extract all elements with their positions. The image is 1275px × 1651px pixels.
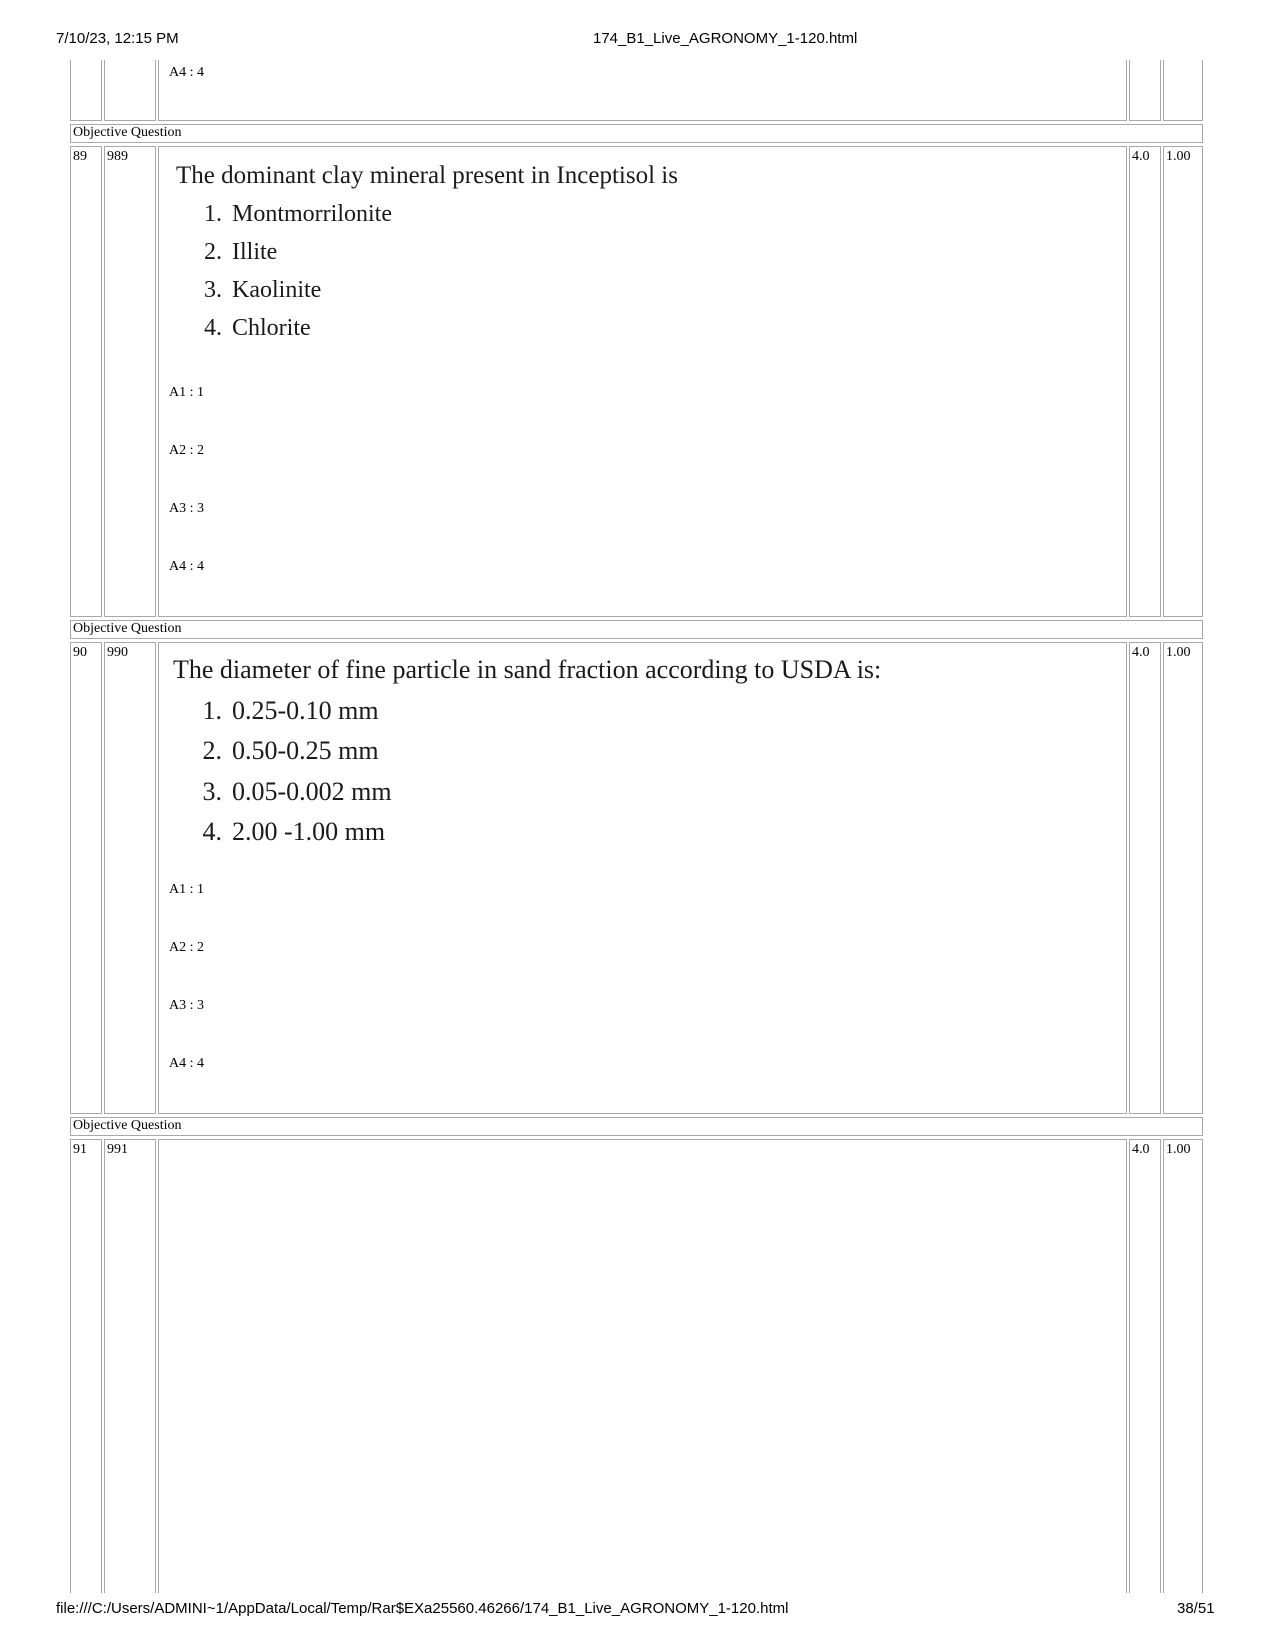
- sno-cell: [70, 1139, 102, 1593]
- question-sno: 90: [73, 645, 87, 660]
- section-label: Objective Question: [73, 1118, 182, 1133]
- option-item: 1. 0.25-0.10 mm: [202, 696, 379, 725]
- page-number: 38/51: [1177, 1600, 1215, 1617]
- option-item: 3. Kaolinite: [204, 277, 322, 303]
- negative-cell: [1163, 146, 1203, 617]
- answer-label: A2 : 2: [169, 940, 204, 955]
- marks-cell: [1129, 642, 1161, 1114]
- answer-label: A4 : 4: [169, 559, 204, 574]
- negative-marks: 1.00: [1166, 1142, 1191, 1157]
- qid-cell: [104, 642, 156, 1114]
- answer-label: A1 : 1: [169, 882, 204, 897]
- qid-cell: [104, 1139, 156, 1593]
- question-marks: 4.0: [1132, 149, 1150, 164]
- answer-label: A4 : 4: [169, 65, 204, 80]
- qid-cell: [104, 60, 156, 121]
- section-header: [70, 124, 1203, 143]
- option-item: 2. Illite: [204, 239, 278, 265]
- print-url: file:///C:/Users/ADMINI~1/AppData/Local/Temp/Rar$EXa25560.46266/174_B1_Live_AGRONOMY_1-120.html: [56, 1600, 789, 1617]
- marks-cell: [1129, 146, 1161, 617]
- question-sno: 89: [73, 149, 87, 164]
- section-header: [70, 1117, 1203, 1136]
- option-item: 4. Chlorite: [204, 315, 311, 341]
- negative-marks: 1.00: [1166, 149, 1191, 164]
- negative-marks: 1.00: [1166, 645, 1191, 660]
- question-cell: [158, 1139, 1127, 1593]
- option-item: 3. 0.05-0.002 mm: [202, 777, 392, 806]
- print-title: 174_B1_Live_AGRONOMY_1-120.html: [593, 30, 858, 47]
- question-id: 991: [107, 1142, 128, 1157]
- sno-cell: [70, 642, 102, 1114]
- marks-cell: [1129, 1139, 1161, 1593]
- answer-label: A3 : 3: [169, 501, 204, 516]
- option-item: 4. 2.00 -1.00 mm: [202, 817, 386, 846]
- question-text: The diameter of fine particle in sand fraction according to USDA is:: [173, 655, 882, 684]
- question-marks: 4.0: [1132, 645, 1150, 660]
- marks-cell: [1129, 60, 1161, 121]
- question-id: 989: [107, 149, 128, 164]
- question-marks: 4.0: [1132, 1142, 1150, 1157]
- sno-cell: [70, 60, 102, 121]
- question-cell: [158, 60, 1127, 121]
- option-item: 2. 0.50-0.25 mm: [202, 736, 379, 765]
- question-sno: 91: [73, 1142, 87, 1157]
- question-id: 990: [107, 645, 128, 660]
- negative-cell: [1163, 642, 1203, 1114]
- negative-cell: [1163, 1139, 1203, 1593]
- question-text: The dominant clay mineral present in Inceptisol is: [176, 162, 678, 189]
- section-header: [70, 620, 1203, 639]
- qid-cell: [104, 146, 156, 617]
- answer-label: A2 : 2: [169, 443, 204, 458]
- option-item: 1. Montmorrilonite: [204, 201, 392, 227]
- section-label: Objective Question: [73, 125, 182, 140]
- section-label: Objective Question: [73, 621, 182, 636]
- print-datetime: 7/10/23, 12:15 PM: [56, 30, 179, 47]
- answer-label: A1 : 1: [169, 385, 204, 400]
- negative-cell: [1163, 60, 1203, 121]
- answer-label: A3 : 3: [169, 998, 204, 1013]
- sno-cell: [70, 146, 102, 617]
- answer-label: A4 : 4: [169, 1056, 204, 1071]
